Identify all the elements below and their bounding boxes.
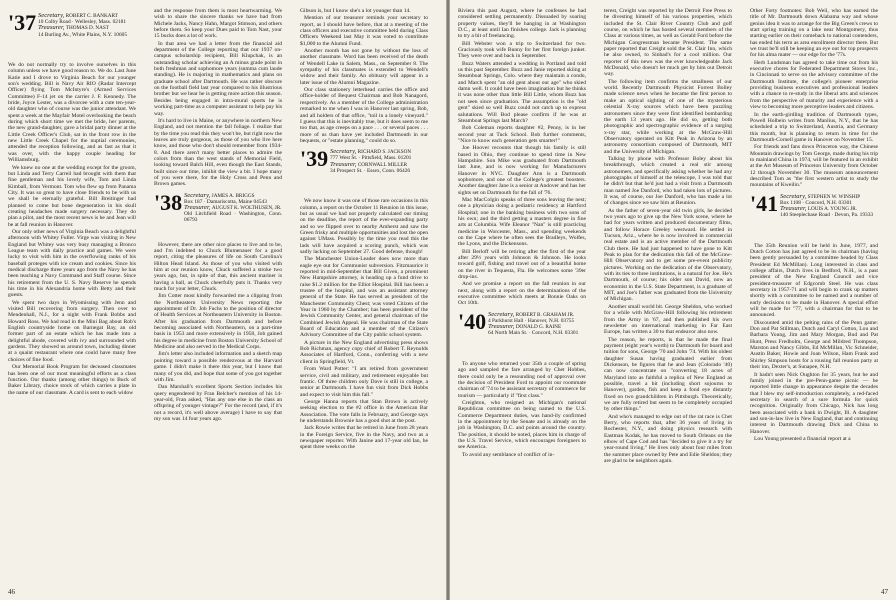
column-paragraph: Joe Hoover recounts that though his family is still based in Ohio, they continue to spend time in New Hampshire. Son Mike was graduated from Dartmouth last June, and is now working for Manufacturers Hanover in NYC. Daughter Ann is a Dartmouth sophomore, and one of the College's greatest boosters. Another daughter Jane is a senior at Andover and has her sights set on Dartmouth for the fall of '76.: [458, 145, 586, 196]
column-paragraph: It's hard to live in Maine, or anywhere in northern New England, and not mention the fall foliage. I realize that by the time you read this they won't be, but right now the leaves are truly gorgeous, as those of you who live here know, and those who don't should remember from 1934-8. And there aren't many better places to admire the colors from than the west stands of Memorial Field, looking toward Balch Hill, even though the East Stands, built since our time, inhibit the view a bit. I hope many of you were there, for the Holy Cross and Penn and Brown games.: [154, 117, 282, 188]
left-column-2: [154, 8, 282, 423]
class-year: '37: [8, 10, 37, 35]
column-paragraph: Mac MacColgin speaks of three sons leaving the nest; one a physician doing a pediatric residency at Hartford Hospital; one in the banking business with two sons of his own; and the third getting a masters degree in fine arts at Columbia. Wife Eleanor "Nan" is still practicing medicine in Worcester, Mass., and spending weekends on the Cape where he often sees the Bradleys, Wolfes, the Lyons, and the Dickensons.: [458, 196, 586, 248]
column-paragraph: To anyone who returned your 35th a couple of spring ago and sampled the fare arranged by Chet Hobbes, there could only be a resounding nod of approval over the decision of President Ford to appoint our roommate chairman of '74 to be assistant secretary of commerce for tourism — particularly if "first class.": [458, 360, 586, 399]
column-paragraph: Another month has not gone by without the loss of another classmate. Word has been received of the death of Wendell Lake in Salem, Mass., on September 8. The sympathy of his classmates is extended to Wendell's widow and their family. An obituary will appear in a later issue of the Alumni Magazine.: [300, 48, 428, 86]
column-paragraph: The Manchester Union-Leader does now more than eagle eye out for Communist subversion. Fitzmaurice it reported in mid-September that Bill Given, a prominent New Hampshire attorney, is heading up a fund drive to raise $1.2 million for the Elliot Hospital. Bill has been a trustee of the hospital, and was an assistant attorney general of the State. He has served as president of the Manchester Community Chest; was voted Citizen of the Year in 1960 by the Chamber; has been president of the Jewish Community Center, and general chairman of the Combined Jewish Appeal. He was chairman of the State Board of Education and a member of the Citizen's Advisory Committee of the City public school system.: [300, 256, 428, 339]
column-paragraph: And who's managed to edge out of the rat race is Chet Berry, who reports that, after 36 years of living in Rochester, N.Y., and doing physics research with Eastman Kodak, he has moved to South Orleans on the elbow of Cape Cod and has "decided to give it a try for year-round living." He lives only about four miles from the summer place owned by Pete and Edie Sheldon; they are glad to be neighbors again.: [604, 413, 732, 465]
class-38-header: [154, 190, 282, 236]
column-text: [300, 8, 428, 451]
class-year: '40: [458, 308, 487, 334]
right-column-3: [750, 8, 878, 443]
class-39-header: [300, 146, 428, 192]
class-40-header: [458, 309, 586, 355]
right-column-2: [604, 8, 732, 465]
column-paragraph: Our class stationery letterhead carries the office and office-holder of Bequest Chairman and Bob Nanagord, respectively. As a member of the College administration remarked to me when I was in Hanover last spring, Bob, and all holders of that office, "toil in a lonely vineyard." I guess that this is inevitably true, but it does seem to me too that, as age creeps on a pace . . . or several paces . . . more of us than have yet included Dartmouth in our bequests, or "estate planning," could do so.: [300, 87, 428, 144]
column-paragraph: Talking by phone with Professor Boley about his breakthrough, which created a real stir among astronomers, and specifically asking whether he had any photographs of himself at the telescope, I was told that he didn't but that he'd just had a visit from a Dartmouth man named Joe Danford, who had taken lots of pictures. It was, of course, our Joe Danford, who has made a lot of changes since we saw him at Reunion.: [604, 155, 732, 207]
column-paragraph: It hadn't seen Nick Oughton for 35 years, but he and family joined in the pre-Penn-game picnic — he reported little change in appearance despite the decades that I blew my self-introduction completely, a red-faced secretary in search of a sure formula for quick recognition. Originally from Chicago, Nick has long been associated with a bank in Dwight, Ill. A daughter and son-in-law live in New England, that and continuing interest in Dartmouth drawing Dick and China to Hanover.: [750, 371, 878, 435]
column-text: [154, 8, 282, 422]
column-text: [8, 62, 136, 396]
column-text: [458, 8, 586, 458]
right-page: [450, 0, 896, 600]
column-paragraph: From Ward Potter: "I am retired from government service, civil and military, and retirement enjoyable but frantic. Of three children only Dave is still in college, a senior at Dartmouth. I have fun visit from Dick Hobbs and expect to visit him this fall.": [300, 366, 428, 398]
column-paragraph: Buzz Waters attended a wedding in Portland and told us this past September. Buzz and Janie reported skiing at Steamboat Springs, Colo. where they maintain a condo, and March spent "an old gent about our age" who skied damn well. It could have been imagination but he thinks it was none other than little Bill Little, whom Buzz has not seen since graduation. The assumption is the "old gent" skied so well Buzz could not catch up to express salutations. Will Bod please confirm if he was at Steamboat Springs last March?: [458, 60, 586, 124]
column-paragraph: Creighton, who resigned as Michigan's national Republican committee on being named to the U.S. Commerce Department duties, was hand-ily confirmed in the appointment by the Senate and is already on the job in Washington, D.C. and points around the country. The position, it should be noted, places him in charge of the U.S. Travel Service, which encourages foreigners to see America.: [458, 399, 586, 451]
column-paragraph: terest, Creight was reported by the Detroit Free Press to be divesting himself of his various properties, which included the St. Clair River Country Club and golf course, on which he has hosted several members of the Class at various times, as well as Gerald Ford before the Michigan Congressman became President. The same paper reported that Creight sold the St. Clair Inn, which he also owned, to Sinbad's for a cool million. Our reporter of this news was the ever knowledgeable Jack McDonald, who doesn't let much get by him out Detroit way.: [604, 8, 732, 78]
column-paragraph: Another small world bit. George Sheldon, who worked for a while with McGraw-Hill following his retirement from the Army in '67, and then published his own newsletter on international marketing in Far East Europe, has written a 30 to that endeavor also now.: [604, 303, 732, 336]
column-paragraph: Jack Rowie writes that he retired in June from 28 years in the Foreign Service, five in the Navy, and two as a newspaper reporter. With Janine and 17-year old Ian, he spent three weeks on the: [300, 425, 428, 451]
column-paragraph: For friends and fans down Princeton way, the Chinese Mountain drawings by Tom George, made during his trip to mainland China in 1974, will be featured in an exhibit at the Art Museum of Princeton University from October 12 through November 30. The museum announcement described Tom as "the first western artist to study the mountains of Kweilin.": [750, 144, 878, 189]
column-paragraph: Herb Lundsman has agreed to take time out from his executive chores for Federated Department Stores Inc., in Cincinnati to serve on the advisory committee of the Dartmouth Institute, the college's pioneer enterprise providing business executives and professional leaders with a chance to re-study in the liberal arts and sciences from the perspective of maturity and experience with a view to becoming more perceptive leaders and citizens.: [750, 59, 878, 111]
column-paragraph: In that area we had a letter from the financial aid department of the College reporting that our 1937 on-campus scholarship recipient, Bill Klupchak, is an outstanding scholar achieving an A minus grade point in both freshman and sophomore years (summa cum laude standing). He is majoring in mathematics and plans on graduate school after Dartmouth. He was rather obscure on the football field last year compared to his illustrious brother but we hear he is getting more action this season. Besides being engaged in intra-mural sports he is working part-time as a computer assistant to help pay his way.: [154, 40, 282, 117]
class-year: '41: [750, 190, 779, 216]
column-paragraph: In the earth-girdling tradition of Dartmouth types, Powell Holbein writes from Manlius, N.Y., that he has scheduled a trip to Switzerland, Austria, and Germany this month, but is planning to return in time for the Dartmouth-Cornell game in Hanover on November 15.: [750, 111, 878, 143]
column-paragraph: We do not normally try to involve ourselves in this column unless we have good reason to. We do. Last June Katie and I drove to Virginia Beach for our younger son's wedding. Bill is Navy Air RIO (Radar Intercept Officer) flying Tom McIntyre's (Armed Services Committee) F-14 jet on the carrier J. F. Kennedy. The bride, Joyce Lester, was a divorcee with a cute ten-year-old daughter who of course was the junior attendant. We spent a week at the Mayfair Motel overlooking the beach during which short time we met the bride, her parents, the new grand-daughter, gave a bridal party dinner at the Little Creek Officer's Club, sat in the front row in the new Little Creek Chapel for the nuptial ceremonies, attended the reception following, and as fast as that it was over, with the happy couple heading for Williamsburg.: [8, 62, 136, 164]
column-paragraph: We spent two days in Wyomissing with Jenn and visited Bill recovering from surgery. Then over to Mendenhall, N.J., for a night with Frank Bobbs and Howard Ross. We had read in the Mini Bag about Rob's English countryside home on Barnegat Bay, an old former part of an estate which he has made into a delightful abode, covered with ivy and surrounded with gardens. They showed us around town, including dinner at a quaint restaurant where one could have many free choices of fine food.: [8, 299, 136, 363]
column-text: [750, 8, 878, 442]
class-officers: Secretary, ROBERT C. BANKART 10 Colby Road · Wellesley, Mass. 02181 Treasurer, THOMAS D. NAST 14 Burling Av., White Plains, N.Y. 10605: [38, 12, 128, 38]
column-paragraph: The 35th Reunion will be held in June, 1977, and Dutch Cotton has just agreed to be its chairman (having been gently persuaded by a committee headed by Class President Ed McMillan). Long interested in class and college affairs, Dutch lives in Bedford, N.H., is a past president of the New England Council and vice president-treasurer of Edgcomb Steel. He was class secretary in 1957-71 and will begin to crank up matters shortly with a committee to be named and a number of early decisions to be made in Hanover. A special effort will be made for "77, with a chairman for that to be announced.: [750, 242, 878, 319]
column-paragraph: However, there are other nice places to live and to be, and I'm indebted to Chuck Blumenauer for a good report, citing the pleasures of life on South Carolina's Hilton Head Island. As those of you who visited with him at our reunion know, Chuck suffered a stroke two years ago, but, in spite of that, this ancient mariner is having a ball, as Chuck cheerfully puts it. Thanks very much for your letter, Chuck.: [154, 241, 282, 293]
column-paragraph: Lou Young presented a financial report at a: [754, 435, 851, 442]
column-paragraph: The following item confirms the smallness of our world. Recently Dartmouth Physicist Forrest Bolley made science news when he became the first person to make an optical sighting of one of the mysterious celestial X-ray sources which have been puzzling astronomers since they were first identified bombarding the earth 13 years ago. He did so, getting both photographic and spectrographic evidence of a surging x-ray star, while working at the McGraw-Hill Observatory operated on Kitt Peak in Arizona by an astronomy consortium composed of Dartmouth, MIT and the University of Michigan.: [604, 78, 732, 155]
column-paragraph: Bob Coleman reports daughter #2, Penny, is in her second year at Tuck School. Bob further comments, "Nice to know each generation gets smarter!": [458, 125, 586, 144]
column-paragraph: As the father of seven-year old twin girls, he decided two years ago to give up the New York scene, where he had for years written and produced documentary films, and follow Horace Greeley westward. He settled in Tucson, Ariz., where he is now involved in commercial real estate and is an active member of the Dartmouth Club there. He had just happened to have gone to Kitt Peak to plan for the dedication this fall of the McGraw-Hill Observatory and to get some pre-event publicity pictures. Working on the dedication of the Observatory, with its ties to three institutions, is a natural for Joe. He's Dartmouth, of course; his older son David, now an economist in the U.S. State Department, is a graduate of MIT, and Joe's father was graduated from the University of Michigan.: [604, 207, 732, 303]
class-officers: Secretary, JAMES A. BRIGGS Box 187 · Damariscotta, Maine 04543 Treasurer, AUGUST K. WOLTHUSEN, JR. Old Litchfield Road · Washington, Conn. 06793: [184, 191, 282, 224]
page-number: 47: [881, 588, 888, 596]
column-paragraph: We knew no one at the wedding except for the groom, but Linda and Terry Carreil had brought with them that fine gentleman and his lovely wife, Tom and Linda Kimball, from Vermont. Tom who flew up from Panama City. It was so great to have close friends to be with us we shall be eternally grateful. Bill Breitinger had planned to come but bone degeneration in his skull creating headaches made surgery necessary. They do plan a pilot, and the most recent news is he and Jean will be at fall reunion in Hanover.: [8, 164, 136, 228]
left-column-1: [8, 8, 136, 397]
column-paragraph: Dan Marshall's excellent Sports Section includes his query engendered by Fran Belcher's mention of his 14-year-old, Fran asked, "Has any one else in the class an offspring of younger vintage?" For the record (and, if it's not a record, it's well above average) I have to say that my son was 14 four years ago.: [154, 384, 282, 422]
column-paragraph: and the response from them is most heartwarming. We wish to share the sincere thanks we have had from Michele Jacks, Nancy Hahn, Margot Stimson, and others before them. So keep your Dues paid to Tom Nast, your 15 bucks does a lot of work.: [154, 8, 282, 40]
column-paragraph: A picture in the New England advertising press shows Bob Richman, agency copy chief of Robert T. Reynolds Associates of Hartford, Conn., conferring with a new client in Springfield, Vt.: [300, 339, 428, 365]
class-officers: Secretary, ROBERT B. GRAHAM JR. 4 Parkhurst Hall · Hanover, N.H. 03755 Treasurer, DONALD G. RAINE 64 North Main St. · Concord, N.H. 03301: [488, 310, 579, 337]
column-paragraph: Other Forty footnotes: Bob Weil, who has earned the title of Mr. Dartmouth down Alabama way and whose genius idea it was to arrange for the Big Green's crews to start spring training on a lake near Montgomery, thus starting earlier on their comeback to national contenders, has ended his term as area enrollment director there. But we trust he'll still be keeping an eye out for top prospects for his alma mater — our edge for the '77s.: [750, 8, 878, 59]
column-paragraph: Mention of our treasurer reminds your secretary to report, as I should have before, that at a meeting of the class officers and executive committee held during Class Officers Weekend last May it was voted to contribute $1,000 to the Alumni Fund.: [300, 15, 428, 47]
column-text: [604, 8, 732, 464]
column-paragraph: And we promise a report on the fall reunion in our next, along with a report on the determinations of the executive committee which meets at Bonnie Oaks on Oct 10th.: [458, 281, 586, 307]
column-paragraph: We now know it was one of those rare occasions in this column, a report on the October 11 Reunion in this issue, but as usual we had not properly calculated our timing on the deadline, the report of the ever-expanding party and so we flipped over to nearby Amherst and saw the Green frisky and multiple opportunities and lost the open against UMass. Possibly by the time you read this the lads will have acquired a scoring punch, which was sadly lacking on September 27. Good defense, though!: [300, 198, 429, 255]
class-officers: Secretary, STEPHEN W. WINSHIP Box 1108 · Concord, N.H. 03301 Treasurer, LOUIS A. YOUNG JR. 140 Steeplechase Road · Devon, Pa. 19333: [780, 192, 874, 219]
page-number: 46: [8, 588, 15, 596]
column-paragraph: Discounted amid the pelting rains of the Penn game: Don and Pat Stillman, Dutch and Caryl Cotton, Lou and Barbara Young, Jim and Mary Morgan, Bud and Pat Hunt, Press Fredholm, George and Mildred Thompson, Marston and Nancy Gibbs, Ed McMillan, Vic Schneider, Austin Baker, Howie and Joan Wilson, Ham Frank and Shirley Simpson hosts for a rousing fall reunion party at their inn, Dexter's, at Sunapee, N.H.: [750, 319, 878, 371]
left-column-3: [300, 8, 428, 452]
column-paragraph: Bill Webster won a trip to Switzerland for two. Graciously took wife Bunny for her first foreign junket. They were over and back in September.: [458, 40, 586, 60]
class-year: '39: [300, 146, 329, 172]
right-column-1: [458, 8, 586, 459]
column-paragraph: George Hanna reports that Stan Brown is actively seeking election to the #2 office in the American Bar Association. The vote falls in February, and George says he understands Brownie has a good shot at the post.: [300, 398, 428, 424]
column-paragraph: Bill Berloff will be retiring after the first of the year after 29½ years with Johnson & Johnson. He looks toward golf, fishing and travel out of a beautiful home on the river in Tequesta, Fla. He welcomes some '39er drop-ins.: [458, 248, 586, 281]
class-officers: Secretary, RICHARD S. JACKSON 777 West St. · Pittsfield, Mass. 01201 Treasurer, CORNWALL MILLER 34 Prospect St. · Essex, Conn. 06426: [330, 148, 412, 174]
column-paragraph: To avoid any semblance of conflict of in-: [462, 451, 555, 458]
class-37-header: [8, 10, 136, 56]
column-paragraph: Jim's letter also included information and a sketch map pointing toward a possible rendezvous at the Harvard game. I didn't make it there this year, but I know that many of you did, and hope that some of you got together with Jim.: [154, 351, 282, 383]
class-41-header: [750, 191, 878, 237]
class-year: '38: [154, 189, 183, 215]
column-paragraph: Gibson is, but I know she's a lot younger than 14.: [300, 8, 411, 14]
column-paragraph: Our only other news of Virginia Beach was a delightful afternoon with Whitey Fuller. Virge was visiting in New England but Whitey was very busy managing a Bronco League team with daily practice and games. We were lucky to visit with him in the overflowing ranks of his baseball proteges with ice cream and cookies. Since his medical discharge three years ago from the Navy he has been teaching a Navy Command and Staff course. Since his retirement from the U. S. Navy Reserve he spends his time in his Alexandria home with Betty and their guests.: [8, 228, 136, 299]
left-page: [0, 0, 446, 600]
column-paragraph: Riviera this past August, where he confesses he had considered settling permanently. Dissuaded by soaring property values, they'll be hanging in at Washington D.C., at least until Ian finishes college. Jack is planning to try a bit of freelancing.: [458, 8, 586, 40]
column-paragraph: The reason, he reports, is that he made the final payment (eight year's worth) to Dartmouth for board and tuition for sons, George '70 and John '74. With his oldest daughter Susan having graduated earlier from Dickenson, he figures that he and Jean (Colorado '40) can now concentrate on "converting 18 acres of Maryland into as faithful a replica of New England as possible, travel a bit (including short sojourns to Hanover), garden, fish and keep a fond eye distantly fixed on two grandchildren in Pittsburgh. Theoretically, we are fully retired but seem to be completely occupied by other things.": [604, 336, 732, 413]
column-paragraph: Our Memorial Book Program for deceased classmates has been one of our most meaningful efforts as a class function. Our thanks (among other things) to Buck of Baker Library, choice stock of which carries a plate in the name of our classmate. A card is sent to each widow: [8, 364, 136, 396]
column-paragraph: Jim Cotter most kindly forwarded me a clipping from the Northeastern University News reporting the appointment of Dr. Job Fuchs to the position of director of Health Services at Northeastern University in Boston. After his graduation from Dartmouth and before becoming associated with Northeastern, on a part-time basis in 1953 and more extensively in 1958, Job gained his degree in medicine from Boston University School of Medicine and also served in the Medical Corps.: [154, 293, 283, 351]
